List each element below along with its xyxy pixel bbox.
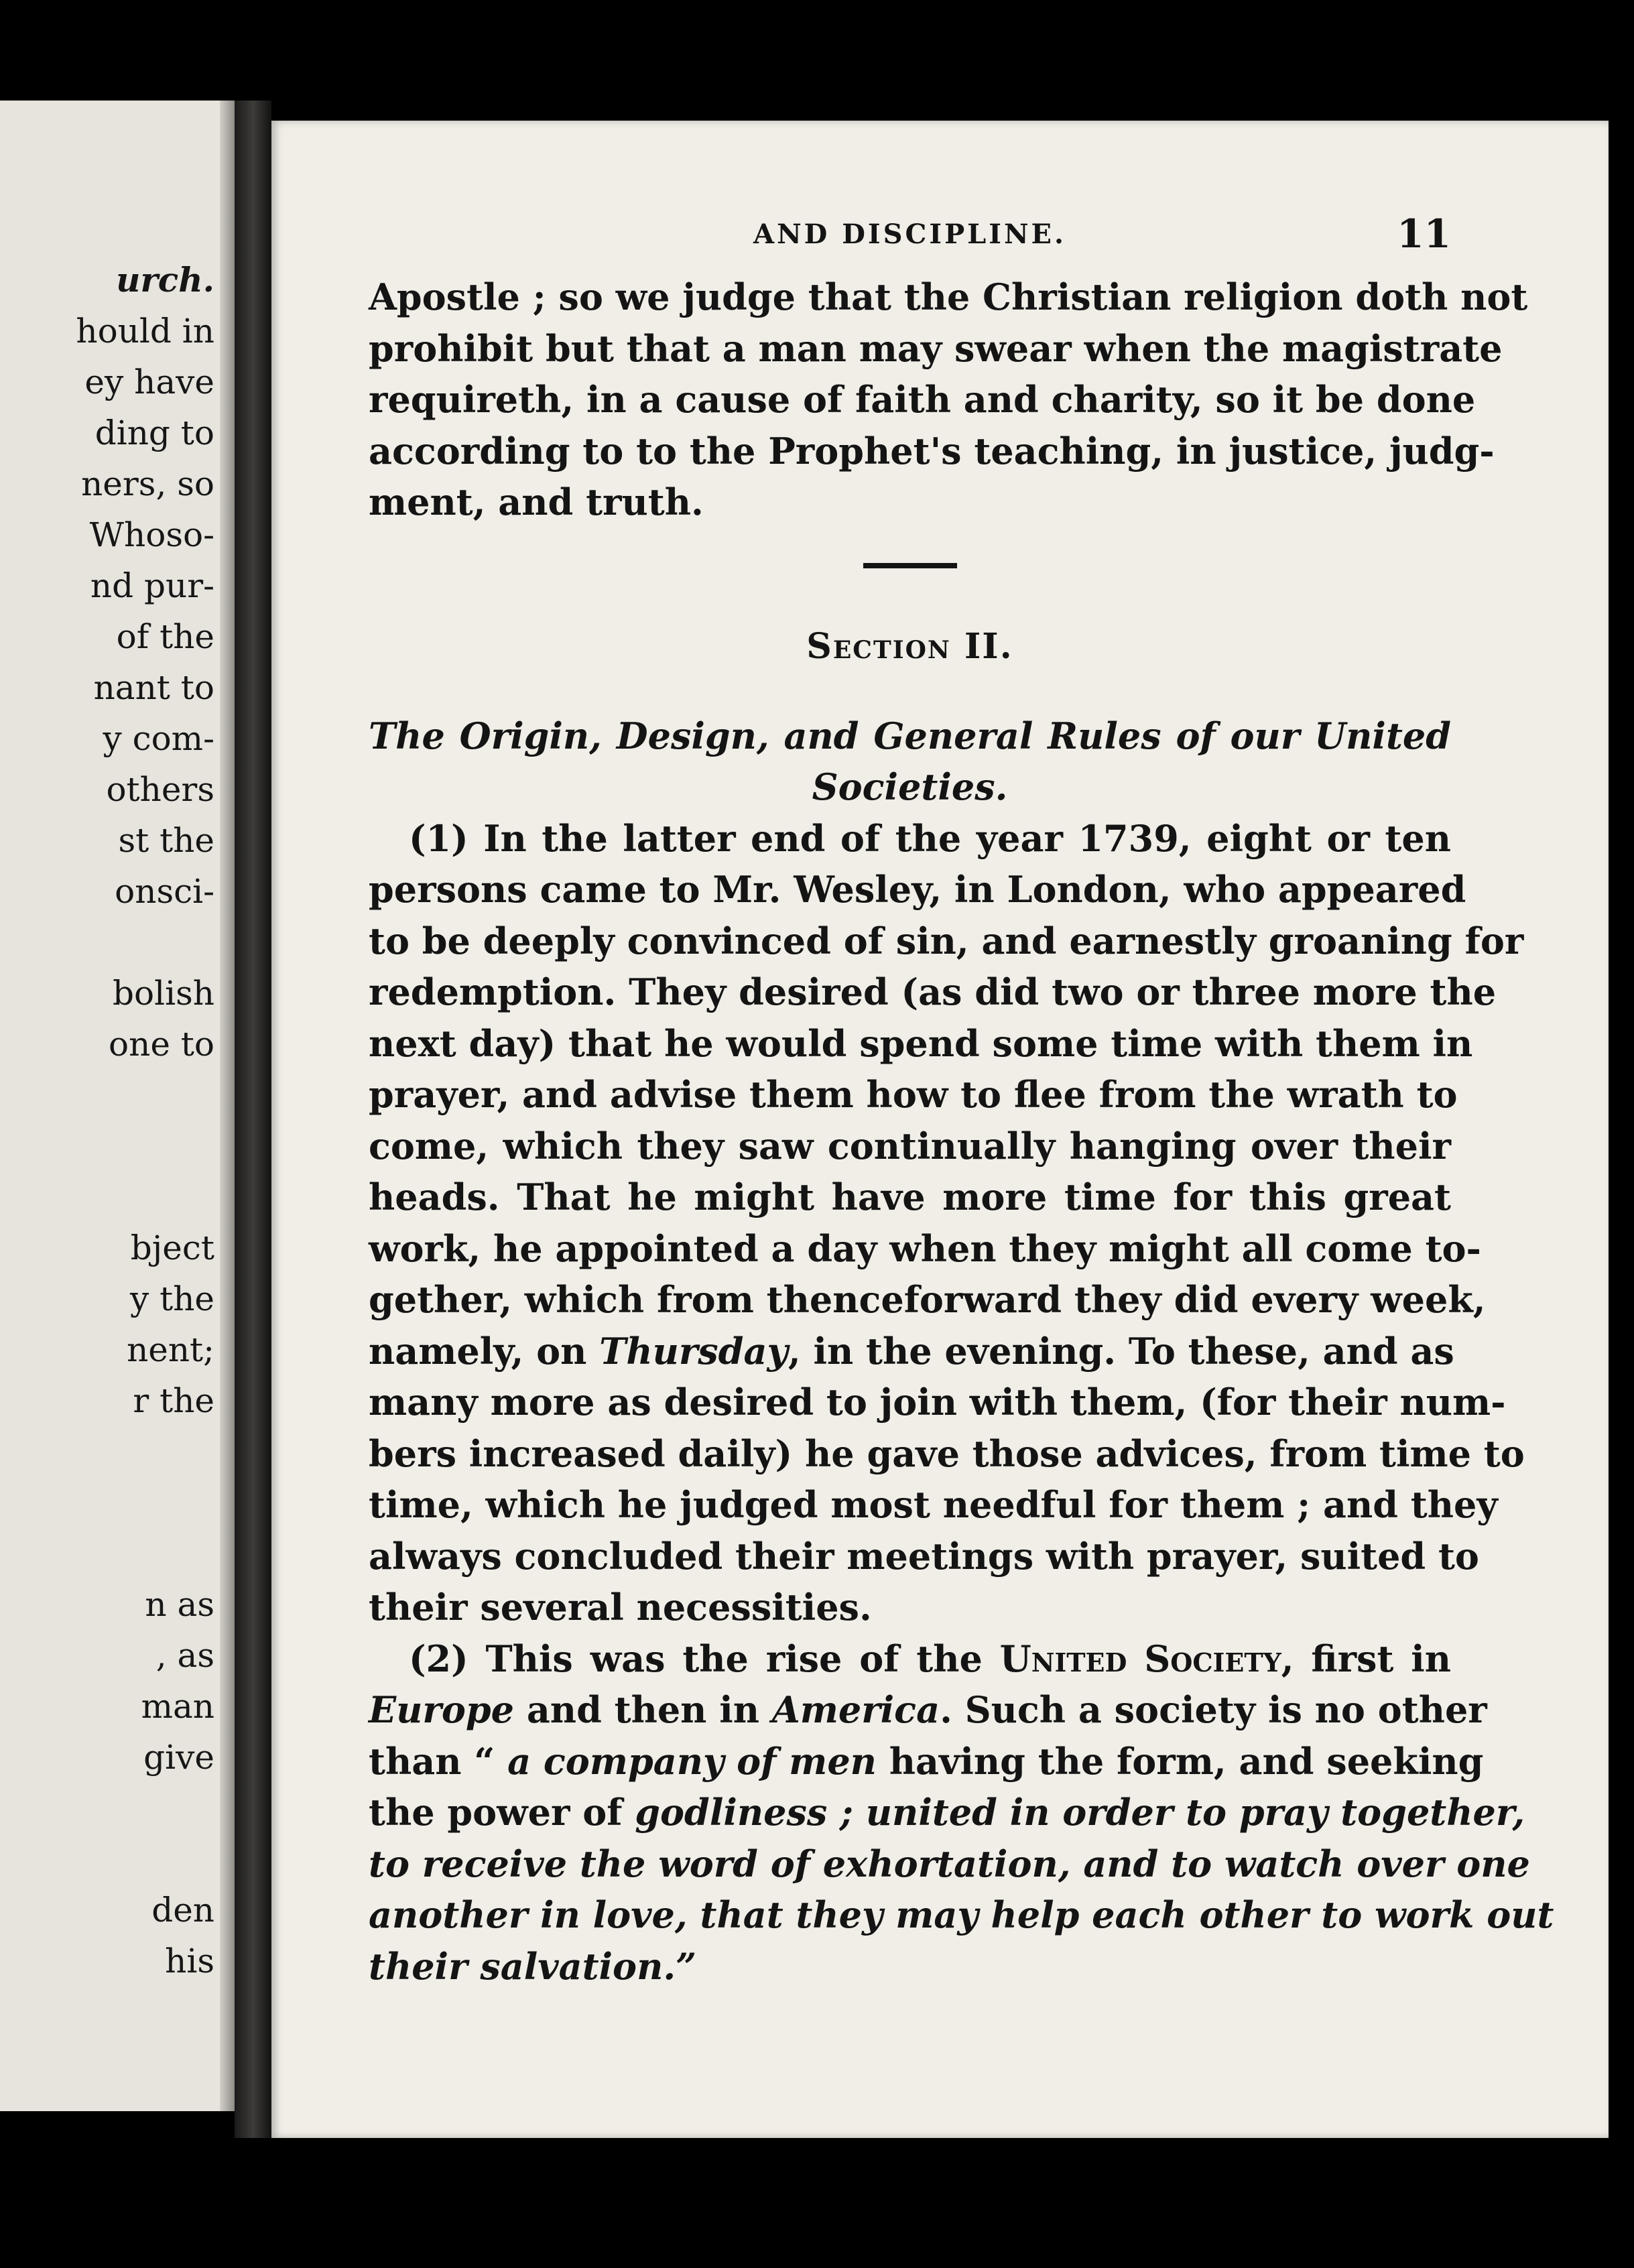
left-line: y the bbox=[129, 1279, 214, 1318]
section-title-line: Societies. bbox=[812, 765, 1008, 808]
text-line: persons came to Mr. Wesley, in London, who appeared bbox=[369, 868, 1466, 911]
text-line: redemption. They desired (as did two or three more the bbox=[369, 970, 1497, 1013]
left-page-edge-shadow bbox=[220, 101, 235, 2111]
left-line: give bbox=[143, 1738, 214, 1777]
text-span: . Such a society is no other bbox=[940, 1688, 1487, 1731]
left-line: urch. bbox=[116, 260, 214, 300]
text-span: the power of bbox=[369, 1791, 635, 1834]
left-line: n as bbox=[145, 1585, 214, 1624]
text-italic: America bbox=[771, 1688, 940, 1731]
left-line: one to bbox=[109, 1025, 214, 1064]
text-italic: Europe bbox=[369, 1688, 515, 1731]
text-span: (2) This was the rise of the bbox=[409, 1637, 1000, 1680]
running-title: AND DISCIPLINE. bbox=[753, 218, 1066, 250]
text-line: next day) that he would spend some time with them in bbox=[369, 1021, 1473, 1065]
left-line: , as bbox=[155, 1636, 214, 1675]
text-italic: another in love, that they may help each other to work out bbox=[369, 1893, 1554, 1936]
text-line: to be deeply convinced of sin, and earnestly groaning for bbox=[369, 919, 1524, 962]
text-italic: a company of men bbox=[507, 1739, 877, 1783]
section-heading: Section II. bbox=[806, 625, 1013, 667]
text-line: prohibit but that a man may swear when the magistrate bbox=[369, 326, 1503, 370]
text-italic: their salvation.” bbox=[369, 1944, 697, 1988]
text-span: than “ bbox=[369, 1739, 508, 1783]
text-line: prayer, and advise them how to flee from the wrath to bbox=[369, 1073, 1458, 1116]
left-line: man bbox=[141, 1687, 214, 1726]
left-line: onsci- bbox=[115, 872, 214, 911]
text-line: their several necessities. bbox=[369, 1586, 872, 1629]
paragraph-1 bbox=[369, 813, 1525, 1633]
left-line: hould in bbox=[76, 312, 214, 351]
text-line: ment, and truth. bbox=[369, 481, 704, 523]
text-line: work, he appointed a day when they might all come to- bbox=[369, 1226, 1481, 1270]
text-span: namely, on bbox=[369, 1329, 600, 1373]
page-text-block bbox=[369, 211, 1554, 1992]
running-head bbox=[369, 211, 1451, 271]
left-page-text bbox=[0, 255, 214, 1987]
left-line: Whoso- bbox=[89, 515, 214, 554]
text-line: time, which he judged most needful for them ; and they bbox=[369, 1483, 1498, 1526]
left-line: his bbox=[165, 1942, 214, 1980]
paragraph-2 bbox=[369, 1633, 1554, 1993]
left-line: r the bbox=[133, 1381, 214, 1420]
left-line: ey have bbox=[84, 363, 214, 401]
text-line bbox=[369, 1889, 1554, 1941]
text-line bbox=[369, 1736, 1484, 1787]
left-line: y com- bbox=[103, 719, 214, 758]
text-line: many more as desired to join with them, (for their num- bbox=[369, 1381, 1506, 1424]
left-line bbox=[0, 1834, 214, 1885]
text-line bbox=[369, 1633, 1451, 1685]
left-line: ners, so bbox=[81, 464, 214, 503]
left-line bbox=[0, 1426, 214, 1477]
text-italic: Thursday bbox=[599, 1329, 788, 1373]
text-line bbox=[369, 1941, 1451, 1993]
text-italic: to receive the word of exhortation, and to watch over one bbox=[369, 1842, 1530, 1885]
left-line bbox=[0, 917, 214, 968]
text-line: (1) In the latter end of the year 1739, eight or ten bbox=[409, 816, 1451, 860]
left-facing-page bbox=[0, 101, 235, 2111]
left-line: den bbox=[151, 1891, 214, 1930]
left-line bbox=[0, 1121, 214, 1172]
text-line: requireth, in a cause of faith and charity, so it be done bbox=[369, 378, 1476, 421]
left-line bbox=[0, 1070, 214, 1121]
left-line bbox=[0, 1528, 214, 1579]
section-divider-rule bbox=[863, 563, 957, 568]
text-line: always concluded their meetings with prayer, suited to bbox=[369, 1534, 1479, 1578]
section-title bbox=[369, 710, 1451, 813]
book-gutter bbox=[235, 101, 271, 2138]
text-line: heads. That he might have more time for this great bbox=[369, 1176, 1451, 1218]
text-line bbox=[369, 1838, 1530, 1890]
left-line: nent; bbox=[127, 1330, 214, 1369]
text-line: come, which they saw continually hanging over their bbox=[369, 1124, 1451, 1168]
text-line: bers increased daily) he gave those advices, from time to bbox=[369, 1432, 1525, 1475]
text-line bbox=[369, 1684, 1487, 1736]
text-line: gether, which from thenceforward they did every week, bbox=[369, 1278, 1486, 1321]
text-span: and then in bbox=[514, 1688, 772, 1731]
right-page bbox=[271, 121, 1609, 2138]
section-title-line: The Origin, Design, and General Rules of our United bbox=[369, 714, 1451, 757]
text-line bbox=[369, 1787, 1525, 1838]
text-italic: godliness ; united in order to pray together, bbox=[635, 1791, 1525, 1834]
left-line: bject bbox=[130, 1228, 214, 1267]
text-line bbox=[369, 1326, 1454, 1377]
text-line: according to to the Prophet's teaching, in justice, judg- bbox=[369, 429, 1495, 472]
text-span: , first in bbox=[1281, 1637, 1451, 1680]
left-line bbox=[0, 1172, 214, 1222]
text-span: having the form, and seeking bbox=[876, 1739, 1484, 1783]
intro-paragraph bbox=[369, 271, 1528, 528]
text-span: , in the evening. To these, and as bbox=[788, 1329, 1454, 1373]
left-line: bolish bbox=[113, 974, 214, 1013]
left-line: nd pur- bbox=[90, 566, 214, 605]
left-line: of the bbox=[116, 617, 214, 656]
left-line bbox=[0, 1477, 214, 1528]
left-line bbox=[0, 1783, 214, 1834]
left-line: ding to bbox=[95, 414, 214, 452]
left-line: st the bbox=[118, 821, 214, 860]
text-small-caps: United Society bbox=[999, 1637, 1281, 1680]
text-line: Apostle ; so we judge that the Christian religion doth not bbox=[369, 275, 1528, 318]
left-line: nant to bbox=[93, 668, 214, 707]
left-line: others bbox=[106, 770, 214, 809]
page-number: 11 bbox=[1397, 211, 1451, 257]
